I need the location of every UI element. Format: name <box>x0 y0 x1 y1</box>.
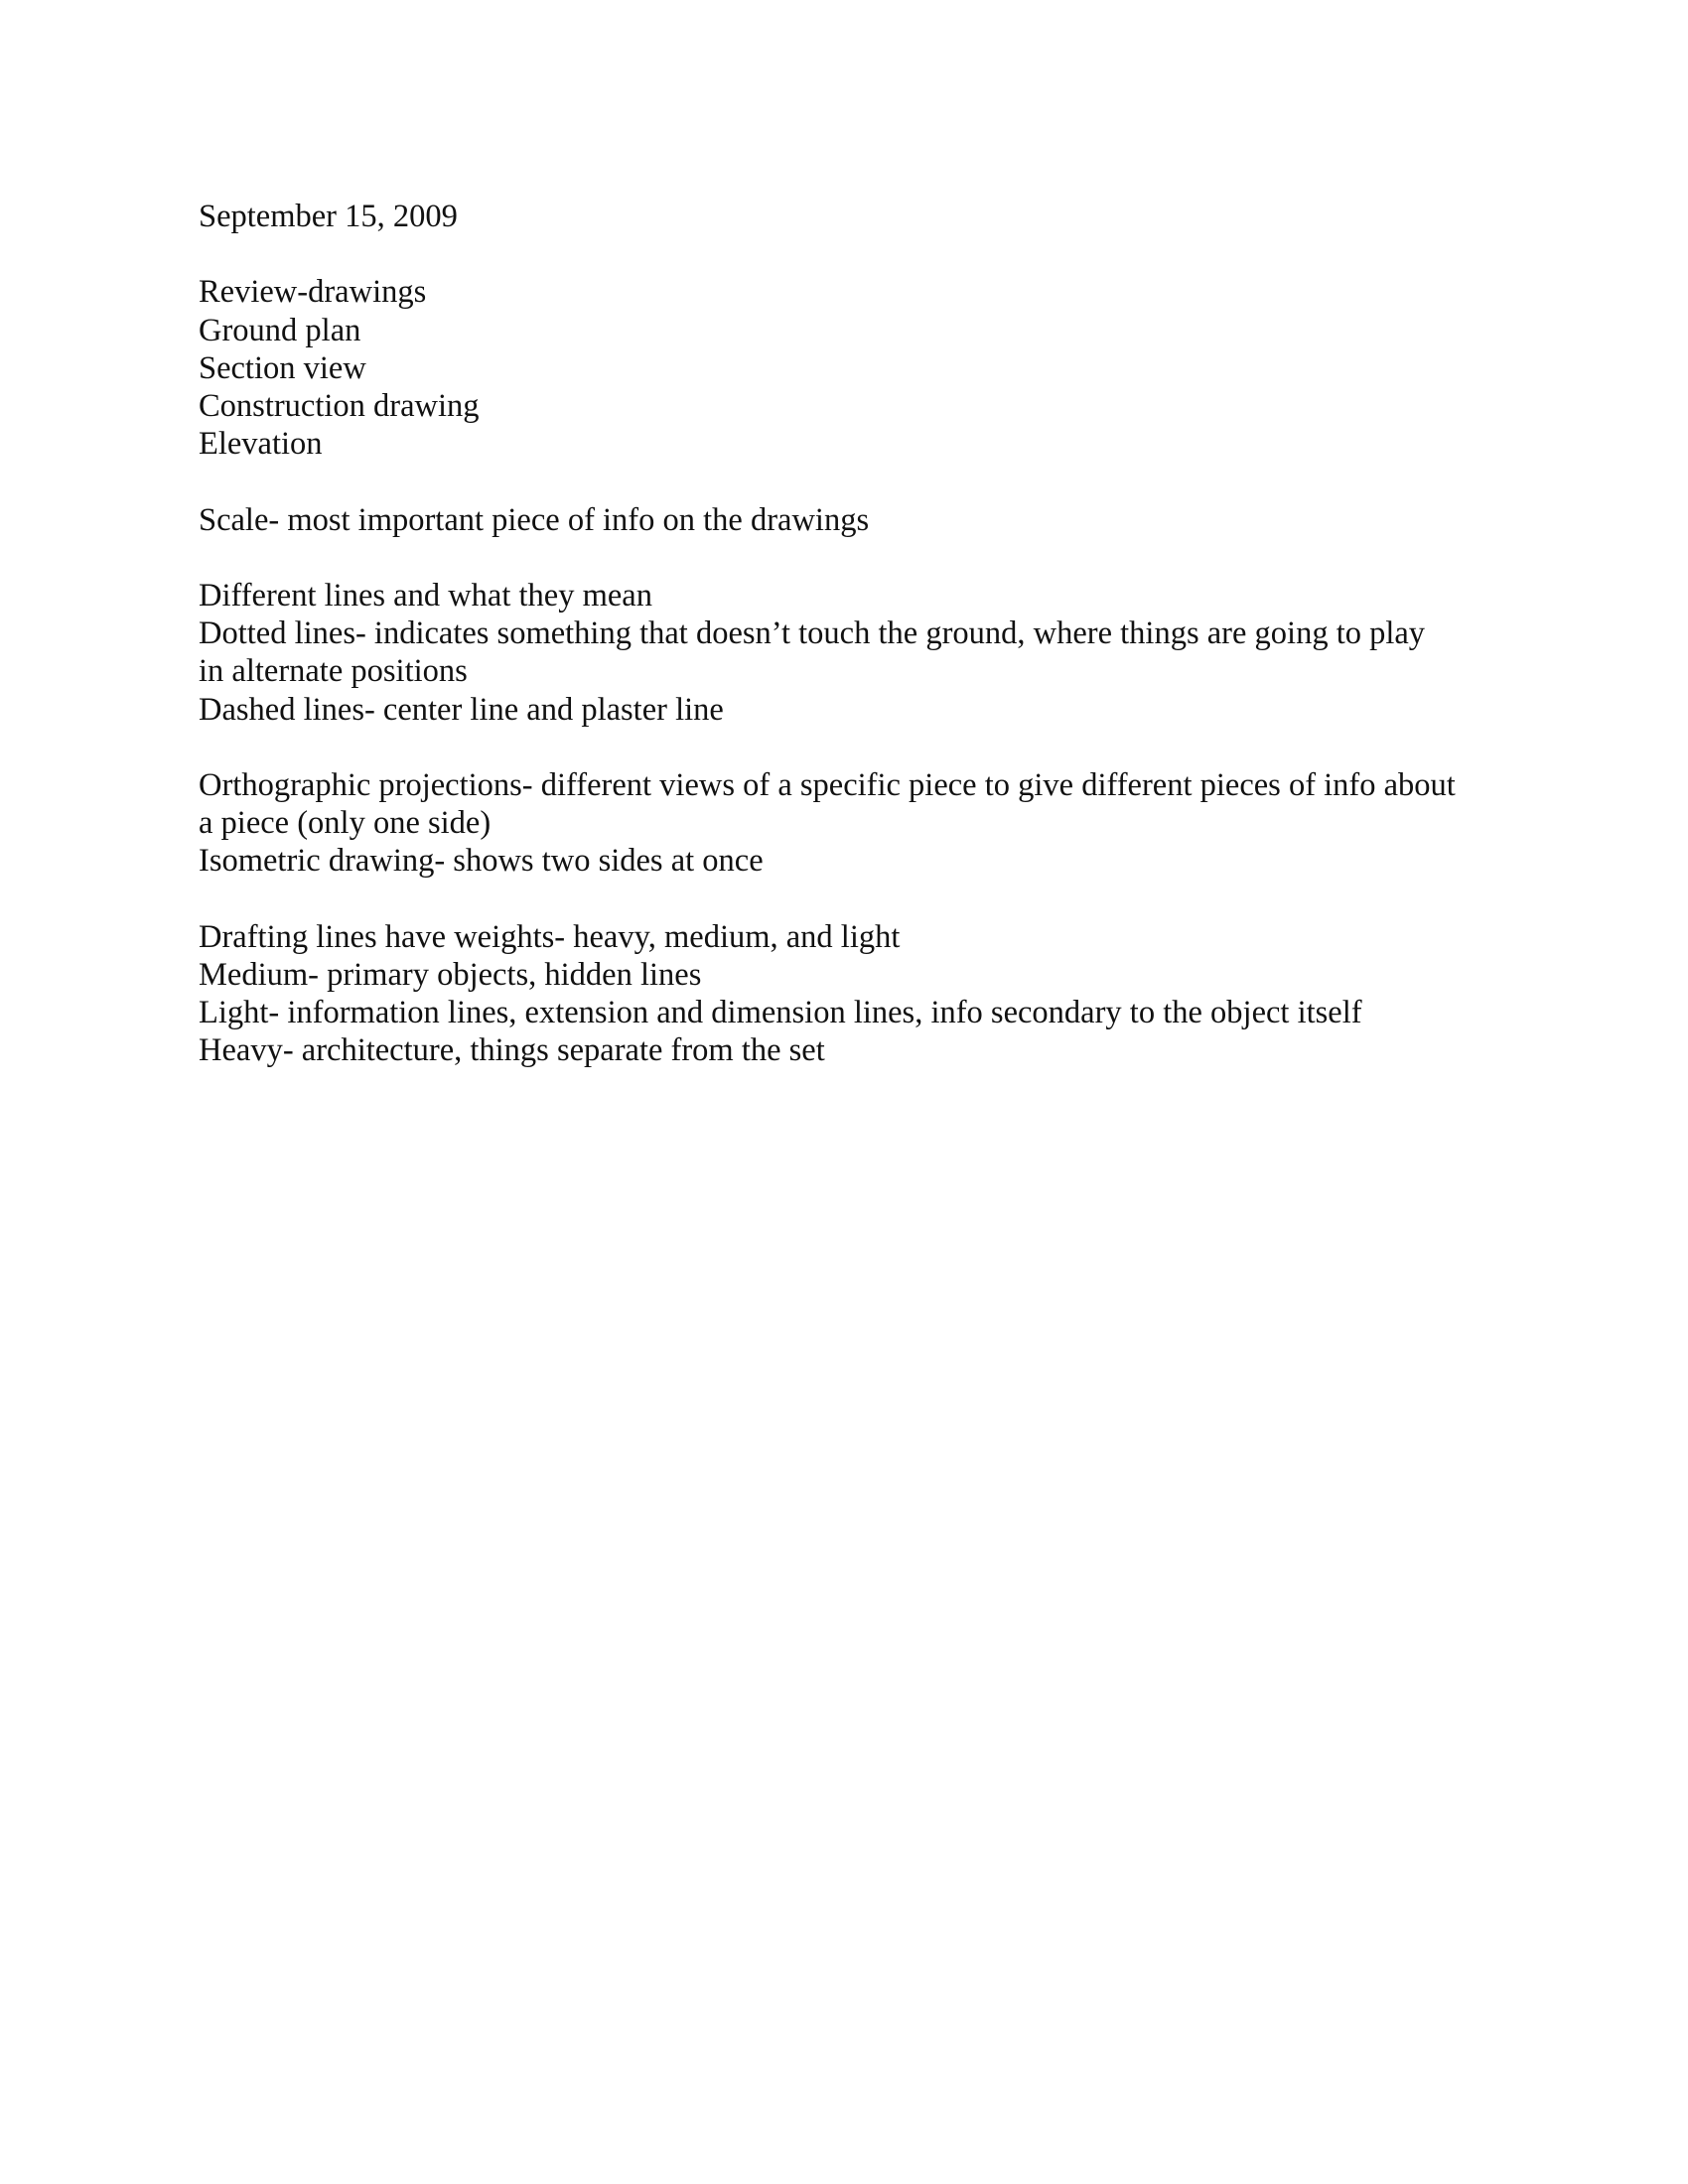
projection-section-line: Isometric drawing- shows two sides at once <box>199 843 764 880</box>
lines-section <box>199 577 1509 729</box>
paragraph-gap <box>199 539 1509 577</box>
projection-section-line: Orthographic projections- different views of a specific piece to give different pieces of info about <box>199 766 1456 803</box>
document-date: September 15, 2009 <box>199 199 458 234</box>
weights-section-line: Medium- primary objects, hidden lines <box>199 956 702 993</box>
review-list-item: Ground plan <box>199 312 361 348</box>
lines-section-line: Dashed lines- center line and plaster line <box>199 691 724 728</box>
weights-section-line: Light- information lines, extension and dimension lines, info secondary to the object itself <box>199 995 1362 1031</box>
paragraph-gap <box>199 881 1509 918</box>
paragraph-gap <box>199 729 1509 766</box>
paragraph-gap <box>199 463 1509 500</box>
document-body <box>199 198 1509 1070</box>
weights-section-line: Drafting lines have weights- heavy, medium, and light <box>199 918 901 955</box>
paragraph-gap <box>199 235 1509 273</box>
lines-section-line: in alternate positions <box>199 653 468 690</box>
lines-section-line: Different lines and what they mean <box>199 577 652 614</box>
weights-section <box>199 918 1509 1070</box>
review-list-item: Section view <box>199 349 366 386</box>
review-list <box>199 273 1509 463</box>
review-list-item: Construction drawing <box>199 388 480 424</box>
review-list-item: Elevation <box>199 426 323 463</box>
review-list-item: Review-drawings <box>199 274 427 311</box>
projection-section-line: a piece (only one side) <box>199 805 492 842</box>
projection-section <box>199 766 1509 881</box>
weights-section-line: Heavy- architecture, things separate from the set <box>199 1032 825 1069</box>
scale-note: Scale- most important piece of info on the drawings <box>199 501 870 538</box>
lines-section-line: Dotted lines- indicates something that doesn’t touch the ground, where things are going to play <box>199 615 1426 652</box>
